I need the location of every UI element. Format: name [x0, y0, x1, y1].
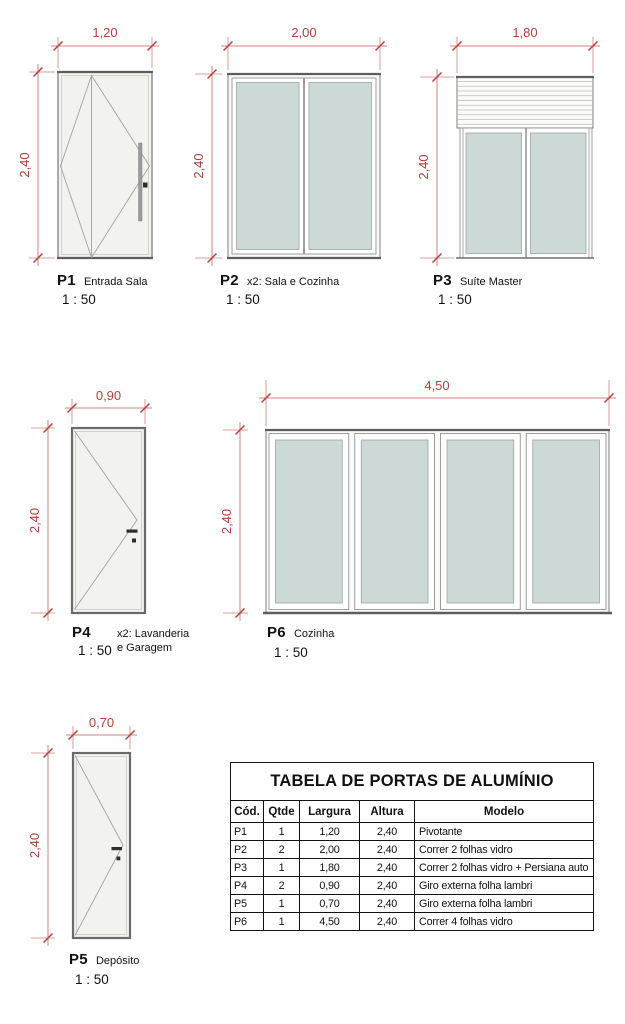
- cell-qtde: 1: [264, 895, 300, 913]
- door-schedule-table: [230, 762, 594, 931]
- p5-description: Depósito: [95, 955, 140, 967]
- p5-height-dim-text: 2,40: [27, 832, 42, 859]
- p3-height-dimension: [416, 69, 454, 266]
- p4-code: P4: [72, 624, 91, 641]
- p4-width-dim-text: 0,90: [95, 388, 122, 403]
- cell-cod: P1: [231, 823, 264, 841]
- p2-width-dim-text: 2,00: [291, 25, 317, 40]
- cell-qtde: 1: [264, 913, 300, 931]
- cell-altura: 2,40: [360, 913, 415, 931]
- cell-altura: 2,40: [360, 841, 415, 859]
- cell-largura: 0,90: [300, 877, 360, 895]
- p4-handle-icon: [127, 530, 138, 533]
- p2-glass-leaf: [309, 83, 372, 250]
- p6-height-dim-text: 2,40: [219, 508, 234, 535]
- table-row: [231, 841, 594, 859]
- p2-height-dim-text: 2,40: [191, 153, 206, 179]
- p4-description: x2: Lavanderia e Garagem: [117, 628, 190, 654]
- p2-door-drawing: [227, 74, 381, 258]
- header-cod: Cód.: [231, 801, 264, 823]
- p1-door-drawing: [57, 72, 153, 258]
- p3-scale: 1 : 50: [438, 292, 472, 307]
- p6-width-dim-text: 4,50: [424, 378, 450, 393]
- p6-scale: 1 : 50: [274, 645, 308, 660]
- cell-cod: P5: [231, 895, 264, 913]
- cell-altura: 2,40: [360, 859, 415, 877]
- schedule-title: TABELA DE PORTAS DE ALUMÍNIO: [231, 763, 594, 801]
- p6-glass-leaf: [533, 440, 600, 603]
- p4-lock-icon: [132, 539, 136, 543]
- cell-modelo: Correr 2 folhas vidro + Persiana auto: [415, 859, 594, 877]
- p5-handle-icon: [112, 847, 123, 850]
- p3-door-drawing: [456, 77, 594, 258]
- p1-height-dim-text: 2,40: [17, 152, 32, 178]
- p2-glass-leaf: [237, 83, 300, 250]
- cell-altura: 2,40: [360, 823, 415, 841]
- table-row: [231, 823, 594, 841]
- p3-code: P3: [433, 272, 452, 289]
- p1-width-dim-text: 1,20: [92, 25, 118, 40]
- header-altura: Altura: [360, 801, 415, 823]
- p1-label: [57, 272, 148, 290]
- schedule-header-row: [231, 801, 594, 823]
- p3-width-dimension: [450, 25, 600, 73]
- header-qtde: Qtde: [264, 801, 300, 823]
- header-largura: Largura: [300, 801, 360, 823]
- p3-label: [433, 272, 522, 290]
- p6-code: P6: [267, 624, 286, 641]
- p6-glass-leaf: [447, 440, 514, 603]
- cell-qtde: 2: [264, 841, 300, 859]
- p1-scale: 1 : 50: [62, 292, 96, 307]
- p3-glass-leaf: [466, 133, 522, 254]
- p5-width-dim-text: 0,70: [88, 715, 115, 730]
- p5-height-dimension: [27, 745, 55, 946]
- cell-modelo: Correr 2 folhas vidro: [415, 841, 594, 859]
- cell-altura: 2,40: [360, 877, 415, 895]
- p6-door-drawing: [263, 430, 612, 613]
- cell-largura: 0,70: [300, 895, 360, 913]
- p1-width-dimension: [51, 25, 159, 68]
- p4-door-drawing: [72, 428, 145, 613]
- p4-height-dim-text: 2,40: [27, 507, 42, 534]
- p5-lock-icon: [117, 857, 121, 861]
- p1-height-dimension: [17, 64, 55, 266]
- cell-modelo: Giro externa folha lambri: [415, 877, 594, 895]
- cell-qtde: 1: [264, 859, 300, 877]
- p6-description: Cozinha: [293, 628, 335, 640]
- p3-description: Suíte Master: [459, 276, 523, 288]
- cell-qtde: 1: [264, 823, 300, 841]
- cell-largura: 2,00: [300, 841, 360, 859]
- header-modelo: Modelo: [415, 801, 594, 823]
- cell-qtde: 2: [264, 877, 300, 895]
- table-row: [231, 859, 594, 877]
- table-row: [231, 913, 594, 931]
- p4-height-dimension: [27, 420, 55, 621]
- p3-width-dim-text: 1,80: [512, 25, 538, 40]
- cell-modelo: Giro externa folha lambri: [415, 895, 594, 913]
- p2-description: x2: Sala e Cozinha: [246, 276, 340, 288]
- table-row: [231, 877, 594, 895]
- p6-label: [267, 624, 334, 642]
- p6-glass-leaf: [361, 440, 428, 603]
- p3-glass-leaf: [531, 133, 587, 254]
- p6-height-dimension: [219, 422, 248, 621]
- p1-handle-icon: [139, 143, 143, 221]
- p3-shutter-box: [457, 77, 593, 128]
- p1-code: P1: [57, 272, 76, 289]
- p1-description: Entrada Sala: [83, 276, 148, 288]
- p2-code: P2: [220, 272, 239, 289]
- p4-scale: 1 : 50: [78, 643, 112, 658]
- p4-width-dimension: [65, 388, 152, 424]
- p5-label: [69, 951, 139, 969]
- p3-height-dim-text: 2,40: [416, 154, 431, 180]
- cell-modelo: Correr 4 folhas vidro: [415, 913, 594, 931]
- cell-cod: P4: [231, 877, 264, 895]
- cell-largura: 1,80: [300, 859, 360, 877]
- cell-cod: P3: [231, 859, 264, 877]
- p2-scale: 1 : 50: [226, 292, 260, 307]
- cell-largura: 1,20: [300, 823, 360, 841]
- p5-scale: 1 : 50: [75, 972, 109, 987]
- p2-width-dimension: [221, 25, 387, 70]
- p5-code: P5: [69, 951, 88, 968]
- p5-door-drawing: [73, 753, 130, 938]
- cell-modelo: Pivotante: [415, 823, 594, 841]
- cell-largura: 4,50: [300, 913, 360, 931]
- p6-glass-leaf: [276, 440, 343, 603]
- cell-cod: P2: [231, 841, 264, 859]
- p2-label: [220, 272, 339, 290]
- p1-lock-icon: [143, 183, 148, 188]
- p5-width-dimension: [66, 715, 137, 749]
- p6-width-dimension: [259, 378, 616, 426]
- table-row: [231, 895, 594, 913]
- p4-label: [72, 624, 91, 642]
- cell-cod: P6: [231, 913, 264, 931]
- cell-altura: 2,40: [360, 895, 415, 913]
- p2-height-dimension: [191, 66, 222, 266]
